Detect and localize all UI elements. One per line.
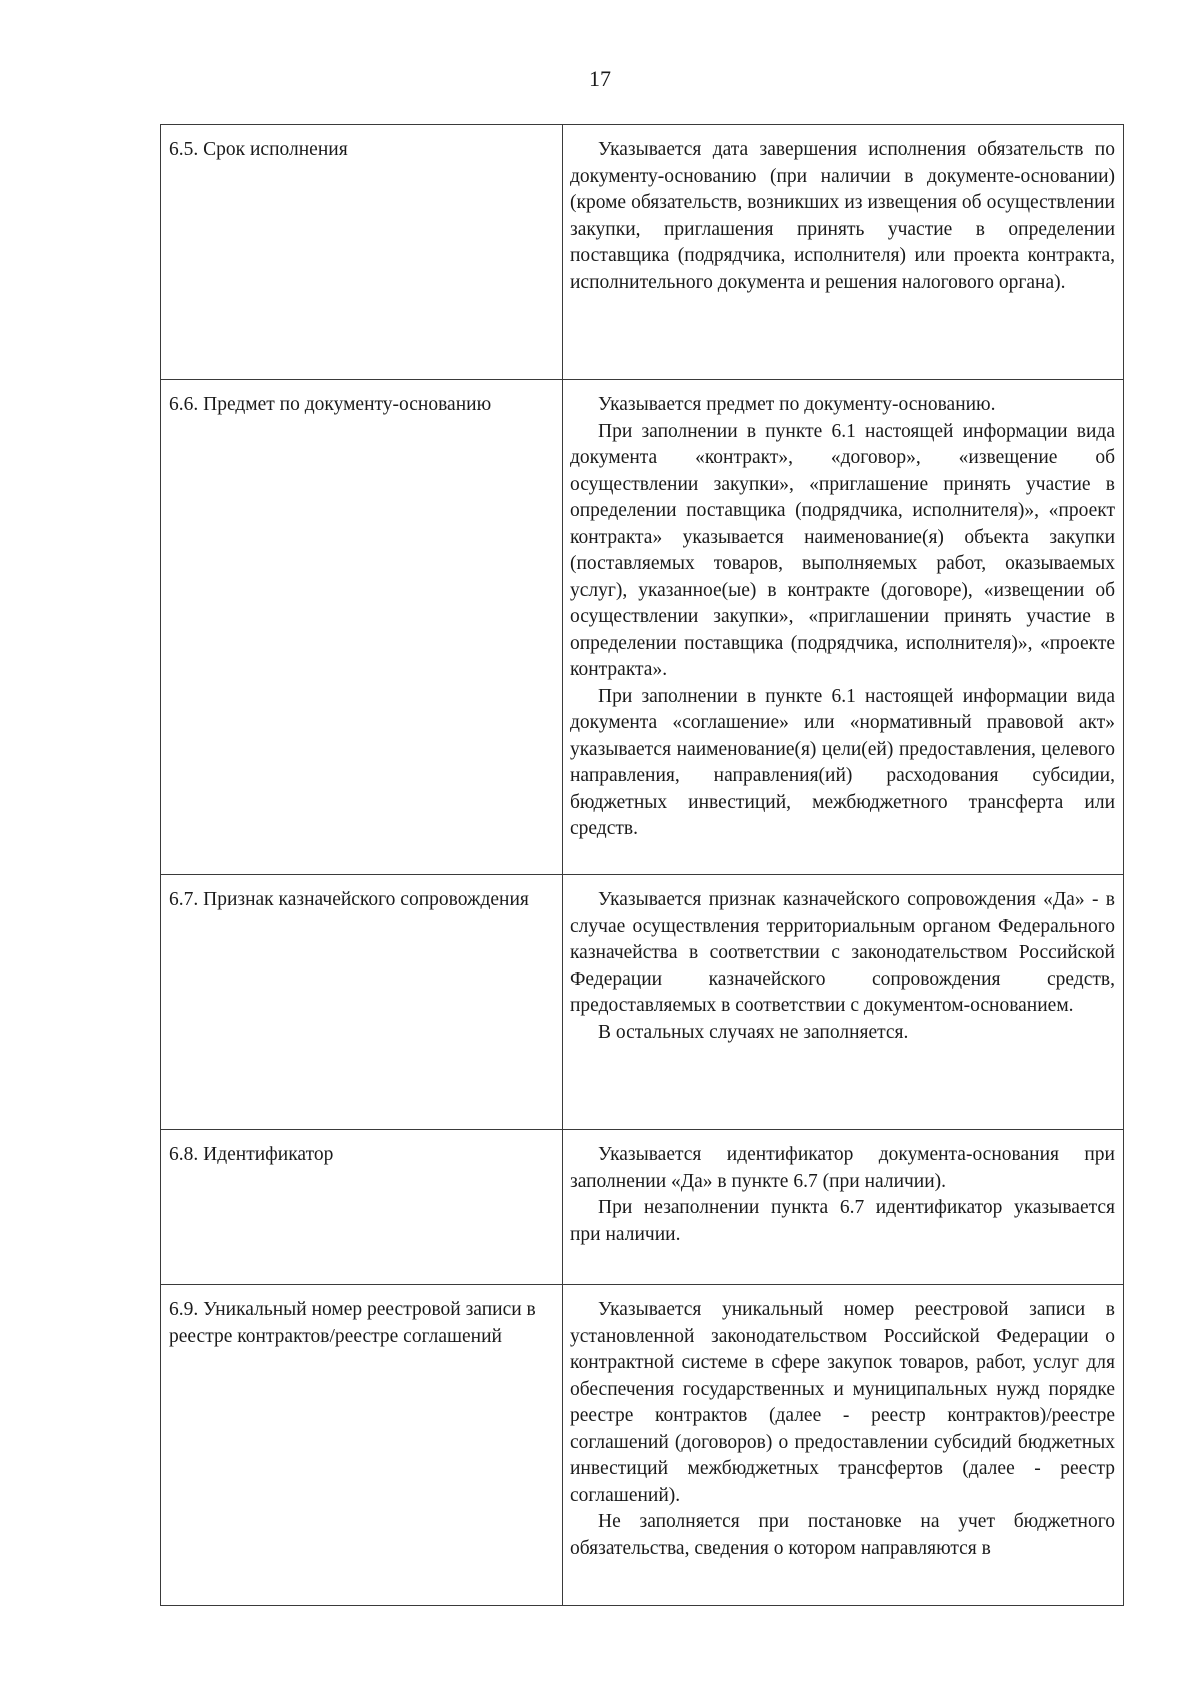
description-paragraph: Указывается уникальный номер реестровой записи в установленной законодательством Российской Федерации о контрактной системе в сфере закупок товаров, работ, услуг для обеспечения государственных и муниципальных нужд порядке реестре контрактов (далее - реестр контрактов)/реестре соглашений (договоров) о предоставлении субсидий бюджетных инвестиций межбюджетных трансфертов (далее - реестр соглашений).	[570, 1299, 1115, 1506]
description-paragraph: Указывается дата завершения исполнения обязательств по документу-основанию (при наличии в документе-основании) (кроме обязательств, возникших из извещения об осуществлении закупки, приглашения принять участие в определении поставщика (подрядчика, исполнителя) или проекта контракта, исполнительного документа и решения налогового органа).	[570, 139, 1115, 293]
description-paragraph: Указывается предмет по документу-основанию.	[598, 394, 996, 415]
field-label: 6.9. Уникальный номер реестровой записи в реестре контрактов/реестре соглашений	[161, 1285, 563, 1606]
table-row	[161, 875, 1124, 1130]
field-label: 6.6. Предмет по документу-основанию	[161, 380, 563, 875]
field-description	[563, 125, 1124, 380]
field-label: 6.7. Признак казначейского сопровождения	[161, 875, 563, 1130]
field-description	[563, 1130, 1124, 1285]
page-number: 17	[589, 66, 611, 91]
table-row	[161, 1130, 1124, 1285]
description-paragraph: Указывается идентификатор документа-основания при заполнении «Да» в пункте 6.7 (при наличии).	[570, 1144, 1115, 1192]
description-paragraph: При заполнении в пункте 6.1 настоящей информации вида документа «соглашение» или «нормативный правовой акт» указывается наименование(я) цели(ей) предоставления, целевого направления, направления(ий) расходования субсидии, бюджетных инвестиций, межбюджетного трансферта или средств.	[570, 685, 1115, 839]
description-paragraph: В остальных случаях не заполняется.	[598, 1021, 909, 1043]
field-description	[563, 875, 1124, 1130]
field-description	[563, 1285, 1124, 1606]
description-paragraph: Указывается признак казначейского сопровождения «Да» - в случае осуществления территориальным органом Федерального казначейства в соответствии с законодательством Российской Федерации казначейского сопровождения средств, предоставляемых в соответствии с документом-основанием.	[570, 889, 1115, 1016]
field-label: 6.5. Срок исполнения	[161, 125, 563, 380]
description-paragraph: При незаполнении пункта 6.7 идентификатор указывается при наличии.	[570, 1197, 1115, 1245]
table-row	[161, 1285, 1124, 1606]
requirements-table	[160, 124, 1124, 1606]
field-label: 6.8. Идентификатор	[161, 1130, 563, 1285]
field-description	[563, 380, 1124, 875]
description-paragraph: Не заполняется при постановке на учет бюджетного обязательства, сведения о котором направляются в	[570, 1511, 1115, 1559]
table-row	[161, 380, 1124, 875]
table-row	[161, 125, 1124, 380]
description-paragraph: При заполнении в пункте 6.1 настоящей информации вида документа «контракт», «договор», «извещение об осуществлении закупки», «приглашение принять участие в определении поставщика (подрядчика, исполнителя)», «проект контракта» указывается наименование(я) объекта закупки (поставляемых товаров, выполняемых работ, оказываемых услуг), указанное(ые) в контракте (договоре), «извещении об осуществлении закупки», «приглашении принять участие в определении поставщика (подрядчика, исполнителя)», «проекте контракта».	[570, 420, 1115, 680]
